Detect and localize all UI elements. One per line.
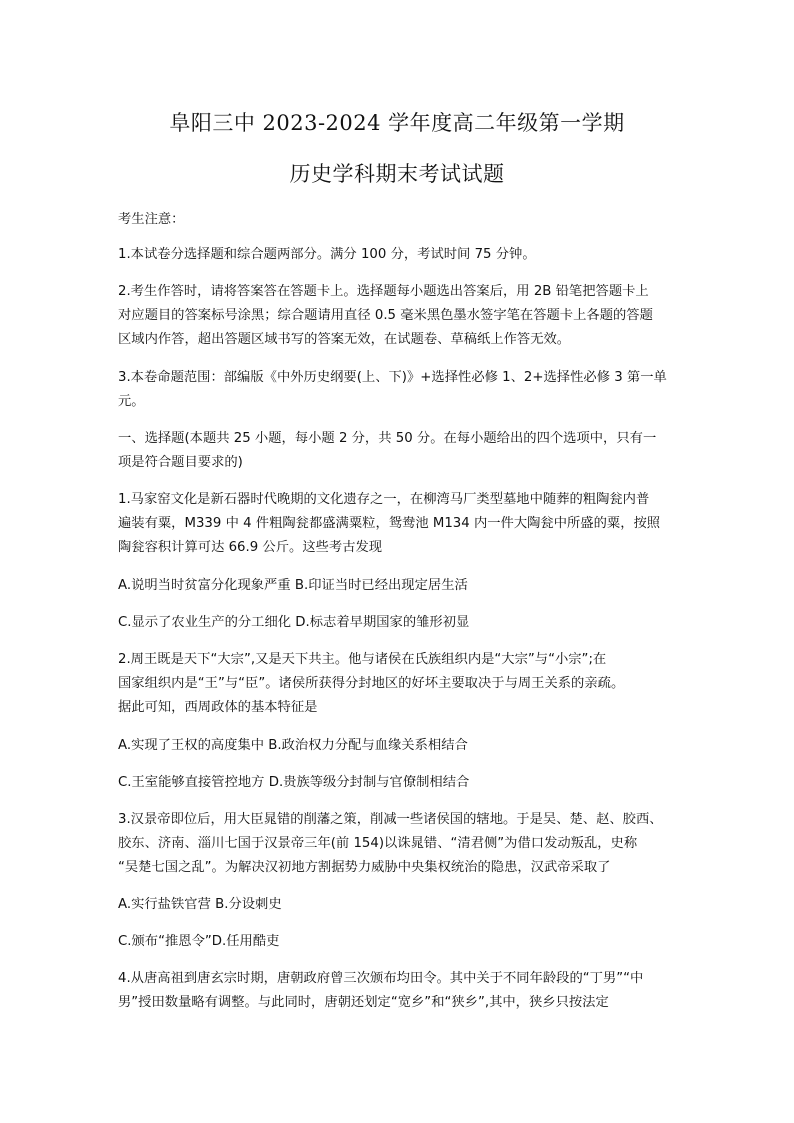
question-3-options-ab: A.实行盐铁官营 B.分设刺史 xyxy=(118,897,282,912)
question-1 xyxy=(118,488,680,560)
notice-heading: 考生注意： xyxy=(118,212,185,227)
notice-3 xyxy=(118,366,680,414)
question-4-line: 男”授田数量略有调整。与此同时，唐朝还划定“宽乡”和“狭乡”,其中，狭乡只按法定 xyxy=(118,995,609,1010)
notice-2-line: 对应题目的答案标号涂黑；综合题请用直径 0.5 毫米黑色墨水签字笔在答题卡上各题的答题 xyxy=(118,308,653,323)
notice-1: 1.本试卷分选择题和综合题两部分。满分 100 分，考试时间 75 分钟。 xyxy=(118,247,536,262)
question-2-options-ab: A.实现了王权的高度集中 B.政治权力分配与血缘关系相结合 xyxy=(118,738,468,753)
notice-3-line: 元。 xyxy=(118,394,145,409)
question-3-line: 胶东、济南、淄川七国于汉景帝三年(前 154)以诛晁错、“清君侧”为借口发动叛乱，史称 xyxy=(118,836,638,851)
question-4 xyxy=(118,967,680,1015)
question-3-line: 3.汉景帝即位后，用大臣晁错的削藩之策，削减一些诸侯国的辖地。于是吴、楚、赵、胶西、 xyxy=(118,812,663,827)
question-2-line: 2.周王既是天下“大宗”,又是天下共主。他与诸侯在氏族组织内是“大宗”与“小宗”;在 xyxy=(118,652,607,667)
notice-2 xyxy=(118,280,680,352)
question-1-line: 陶瓮容积计算可达 66.9 公斤。这些考古发现 xyxy=(118,540,383,555)
exam-title-line2: 历史学科期末考试试题 xyxy=(289,162,505,186)
question-3-options-cd: C.颁布“推恩令”D.任用酷吏 xyxy=(118,934,280,949)
section-heading-line: 一、选择题(本题共 25 小题，每小题 2 分，共 50 分。在每小题给出的四个选项中，只有一 xyxy=(118,431,657,446)
notice-3-line: 3.本卷命题范围：部编版《中外历史纲要(上、下)》+选择性必修 1、2+选择性必修 3 第一单 xyxy=(118,370,667,385)
question-1-options-ab: A.说明当时贫富分化现象严重 B.印证当时已经出现定居生活 xyxy=(118,578,468,593)
section-heading xyxy=(118,427,680,475)
notice-2-line: 2.考生作答时，请将答案答在答题卡上。选择题每小题选出答案后，用 2B 铅笔把答题卡上 xyxy=(118,284,649,299)
notice-2-line: 区域内作答，超出答题区域书写的答案无效，在试题卷、草稿纸上作答无效。 xyxy=(118,332,571,347)
question-1-line: 1.马家窑文化是新石器时代晚期的文化遗存之一，在柳湾马厂类型墓地中随葬的粗陶瓮内普 xyxy=(118,492,650,507)
question-3-line: “吴楚七国之乱”。为解决汉初地方割据势力威胁中央集权统治的隐患，汉武帝采取了 xyxy=(118,860,611,875)
exam-title-line1: 阜阳三中 2023-2024 学年度高二年级第一学期 xyxy=(169,111,625,135)
section-heading-line: 项是符合题目要求的) xyxy=(118,455,243,470)
question-3 xyxy=(118,808,680,880)
question-2-line: 国家组织内是“王”与“臣”。诸侯所获得分封地区的好坏主要取决于与周王关系的亲疏。 xyxy=(118,676,625,691)
question-2 xyxy=(118,648,680,720)
question-4-line: 4.从唐高祖到唐玄宗时期，唐朝政府曾三次颁布均田令。其中关于不同年龄段的“丁男”“中 xyxy=(118,971,644,986)
question-1-options-cd: C.显示了农业生产的分工细化 D.标志着早期国家的雏形初显 xyxy=(118,615,470,630)
question-2-line: 据此可知，西周政体的基本特征是 xyxy=(118,700,318,715)
question-2-options-cd: C.王室能够直接管控地方 D.贵族等级分封制与官僚制相结合 xyxy=(118,775,470,790)
question-1-line: 遍装有粟，M339 中 4 件粗陶瓮都盛满粟粒，鸳鸯池 M134 内一件大陶瓮中所盛的粟，按照 xyxy=(118,516,661,531)
